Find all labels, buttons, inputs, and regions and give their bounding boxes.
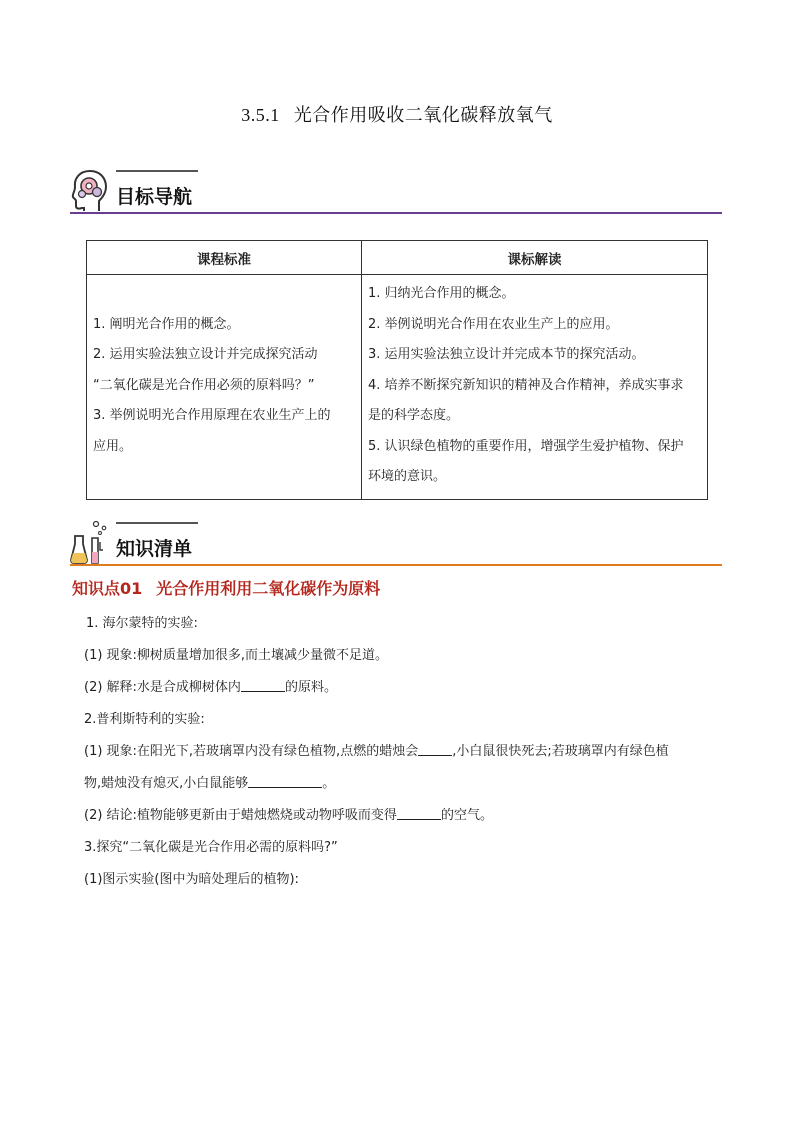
body-line: [84, 676, 337, 695]
table-line: “二氧化碳是光合作用必须的原料吗？”: [93, 377, 315, 393]
body-line: (1)图示实验(图中为暗处理后的植物):: [84, 872, 299, 887]
table-line: 是的科学态度。: [368, 408, 460, 423]
table-line: 2. 举例说明光合作用在农业生产上的应用。: [368, 316, 619, 332]
body-line: 1. 海尔蒙特的实验:: [86, 616, 198, 631]
fill-blank[interactable]: [248, 775, 322, 788]
section-header-goals: [70, 168, 722, 216]
table-cell-interpretation: [362, 275, 708, 500]
section-label: 目标导航: [116, 186, 193, 208]
section-header-knowledge: [70, 520, 722, 568]
body-line: 3.探究“二氧化碳是光合作用必需的原料吗?”: [84, 840, 338, 855]
title-text: 光合作用吸收二氧化碳释放氧气: [293, 105, 553, 126]
table-line: 1. 阐明光合作用的概念。: [93, 316, 240, 332]
knowledge-point-text: 光合作用利用二氧化碳作为原料: [156, 579, 381, 598]
body-text: (2) 结论:植物能够更新由于蜡烛燃烧或动物呼吸而变得: [84, 808, 397, 823]
header-topline: [116, 522, 198, 524]
body-line: [84, 740, 669, 759]
body-text: 。: [322, 776, 336, 791]
table-line: 1. 归纳光合作用的概念。: [368, 286, 515, 301]
page-title: [0, 101, 794, 127]
curriculum-table: [86, 240, 708, 500]
body-line: (1) 现象:柳树质量增加很多,而土壤减少量微不足道。: [84, 648, 389, 663]
section-number: 3.5.1: [241, 105, 280, 125]
section-divider: [70, 212, 722, 214]
fill-blank[interactable]: [241, 679, 285, 692]
table-header: 课程标准: [87, 241, 362, 275]
table-line: 5. 认识绿色植物的重要作用，增强学生爱护植物、保护: [368, 438, 684, 454]
knowledge-point-title: [72, 576, 380, 599]
fill-blank[interactable]: [418, 743, 452, 756]
table-line: 2. 运用实验法独立设计并完成探究活动: [93, 347, 318, 362]
body-line: 2.普利斯特利的实验:: [84, 712, 205, 727]
table-line: 3. 运用实验法独立设计并完成本节的探究活动。: [368, 347, 645, 362]
body-line: [84, 804, 493, 823]
header-topline: [116, 170, 198, 172]
body-text: (2) 解释:水是合成柳树体内: [84, 680, 241, 695]
flask-icon: [70, 520, 110, 564]
body-text: 物,蜡烛没有熄灭,小白鼠能够: [84, 776, 249, 791]
section-divider: [70, 564, 722, 566]
body-line: [84, 772, 335, 791]
body-text: ,小白鼠很快死去;若玻璃罩内有绿色植: [452, 744, 669, 759]
body-text: (1) 现象:在阳光下,若玻璃罩内没有绿色植物,点燃的蜡烛会: [84, 744, 419, 759]
table-line: 4. 培养不断探究新知识的精神及合作精神，养成实事求: [368, 377, 684, 393]
section-label: 知识清单: [116, 538, 193, 560]
body-text: 的空气。: [440, 808, 493, 823]
body-text: 的原料。: [284, 680, 337, 695]
table-line: 3. 举例说明光合作用原理在农业生产上的: [93, 408, 331, 423]
table-header: 课标解读: [362, 241, 708, 275]
table-line: 应用。: [93, 438, 133, 454]
table-line: 环境的意识。: [368, 469, 447, 484]
fill-blank[interactable]: [397, 807, 441, 820]
table-cell-standard: [87, 275, 362, 500]
head-gears-icon: [70, 168, 110, 212]
knowledge-point-code: 知识点01: [72, 579, 143, 598]
